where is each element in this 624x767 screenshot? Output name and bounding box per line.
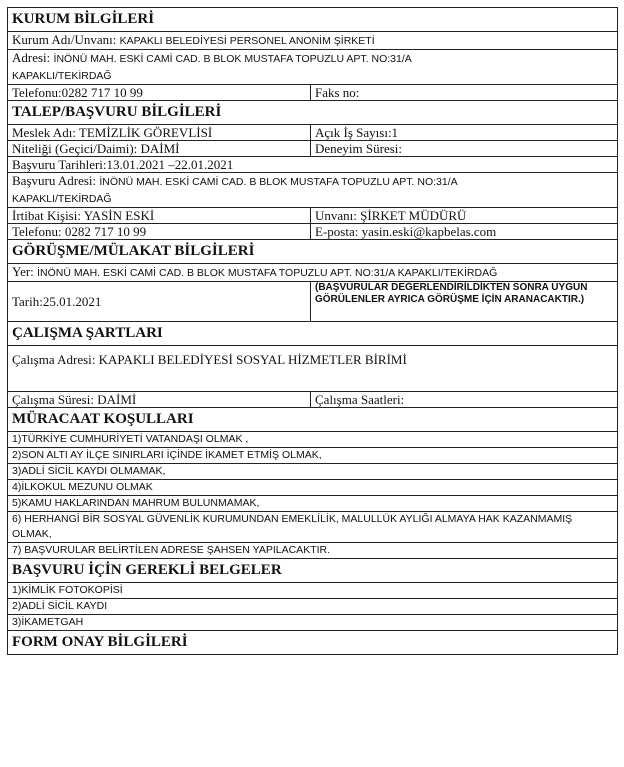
kurum-section-title: KURUM BİLGİLERİ xyxy=(8,8,618,32)
basvuru-adresi-value: İNÖNÜ MAH. ESKİ CAMİ CAD. B BLOK MUSTAFA TOPUZLU APT. NO:31/A xyxy=(99,176,458,188)
deneyim-suresi: Deneyim Süresi: xyxy=(311,141,618,157)
talep-eposta: E-posta: yasin.eski@kapbelas.com xyxy=(311,224,618,240)
muracaat-item: 1)TÜRKİYE CUMHURİYETİ VATANDAŞI OLMAK , xyxy=(8,432,618,448)
form-onay-section-title: FORM ONAY BİLGİLERİ xyxy=(8,631,618,655)
form-table xyxy=(7,7,618,655)
kurum-adi-label: Kurum Adı/Unvanı: xyxy=(12,32,117,47)
acik-is-sayisi: Açık İş Sayısı:1 xyxy=(311,125,618,141)
gorusme-yer-value: İNÖNÜ MAH. ESKİ CAMİ CAD. B BLOK MUSTAFA TOPUZLU APT. NO:31/A KAPAKLI/TEKİRDAĞ xyxy=(37,267,498,279)
gorusme-yer-row xyxy=(8,264,618,282)
kurum-adi-value: KAPAKLI BELEDİYESİ PERSONEL ANONİM ŞİRKETİ xyxy=(119,35,375,47)
muracaat-item: 5)KAMU HAKLARINDAN MAHRUM BULUNMAMAK, xyxy=(8,496,618,512)
calisma-suresi: Çalışma Süresi: DAİMİ xyxy=(8,392,311,408)
muracaat-item: 4)İLKOKUL MEZUNU OLMAK xyxy=(8,480,618,496)
kurum-adres-value: İNÖNÜ MAH. ESKİ CAMİ CAD. B BLOK MUSTAFA TOPUZLU APT. NO:31/A xyxy=(53,53,412,65)
gorusme-section-title: GÖRÜŞME/MÜLAKAT BİLGİLERİ xyxy=(8,240,618,264)
kurum-adres-label: Adresi: xyxy=(12,50,51,65)
muracaat-item: 7) BAŞVURULAR BELİRTİLEN ADRESE ŞAHSEN YAPILACAKTIR. xyxy=(8,543,618,559)
job-posting-form xyxy=(7,7,617,655)
belgeler-section-title: BAŞVURU İÇİN GEREKLİ BELGELER xyxy=(8,559,618,583)
talep-telefon: Telefonu: 0282 717 10 99 xyxy=(8,224,311,240)
gorusme-yer-label: Yer: xyxy=(12,264,34,279)
basvuru-tarihleri: Başvuru Tarihleri:13.01.2021 –22.01.2021 xyxy=(8,157,618,173)
calisma-section-title: ÇALIŞMA ŞARTLARI xyxy=(8,322,618,346)
kurum-adi-row xyxy=(8,32,618,50)
muracaat-item: 3)ADLİ SİCİL KAYDI OLMAMAK, xyxy=(8,464,618,480)
meslek-adi: Meslek Adı: TEMİZLİK GÖREVLİSİ xyxy=(8,125,311,141)
calisma-adresi: Çalışma Adresi: KAPAKLI BELEDİYESİ SOSYAL HİZMETLER BİRİMİ xyxy=(8,346,618,392)
muracaat-item: 6) HERHANGİ BİR SOSYAL GÜVENLİK KURUMUNDAN EMEKLİLİK, MALULLÜK AYLIĞI ALMAYA HAK KAZANMAMIŞ OLMAK, xyxy=(8,512,618,543)
gorusme-not: (BAŞVURULAR DEĞERLENDİRİLDİKTEN SONRA UYGUN GÖRÜLENLER AYRICA GÖRÜŞME İÇİN ARANACAKTIR.) xyxy=(311,282,618,322)
niteligi: Niteliği (Geçici/Daimi): DAİMİ xyxy=(8,141,311,157)
kurum-adres-value-2: KAPAKLI/TEKİRDAĞ xyxy=(12,70,112,82)
talep-section-title: TALEP/BAŞVURU BİLGİLERİ xyxy=(8,101,618,125)
belge-item: 2)ADLİ SİCİL KAYDI xyxy=(8,599,618,615)
belge-item: 3)İKAMETGAH xyxy=(8,615,618,631)
basvuru-adresi-row xyxy=(8,173,618,208)
basvuru-adresi-label: Başvuru Adresi: xyxy=(12,173,97,188)
calisma-saatleri: Çalışma Saatleri: xyxy=(311,392,618,408)
muracaat-item: 2)SON ALTI AY İLÇE SINIRLARI İÇİNDE İKAMET ETMİŞ OLMAK, xyxy=(8,448,618,464)
kurum-telefon: Telefonu:0282 717 10 99 xyxy=(8,85,311,101)
belge-item: 1)KİMLİK FOTOKOPİSİ xyxy=(8,583,618,599)
gorusme-tarih: Tarih:25.01.2021 xyxy=(8,282,311,322)
irtibat-kisisi: İrtibat Kişisi: YASİN ESKİ xyxy=(8,208,311,224)
basvuru-adresi-value-2: KAPAKLI/TEKİRDAĞ xyxy=(12,193,112,205)
kurum-adres-row xyxy=(8,50,618,85)
muracaat-section-title: MÜRACAAT KOŞULLARI xyxy=(8,408,618,432)
irtibat-unvani: Unvanı: ŞİRKET MÜDÜRÜ xyxy=(311,208,618,224)
kurum-faks: Faks no: xyxy=(311,85,618,101)
